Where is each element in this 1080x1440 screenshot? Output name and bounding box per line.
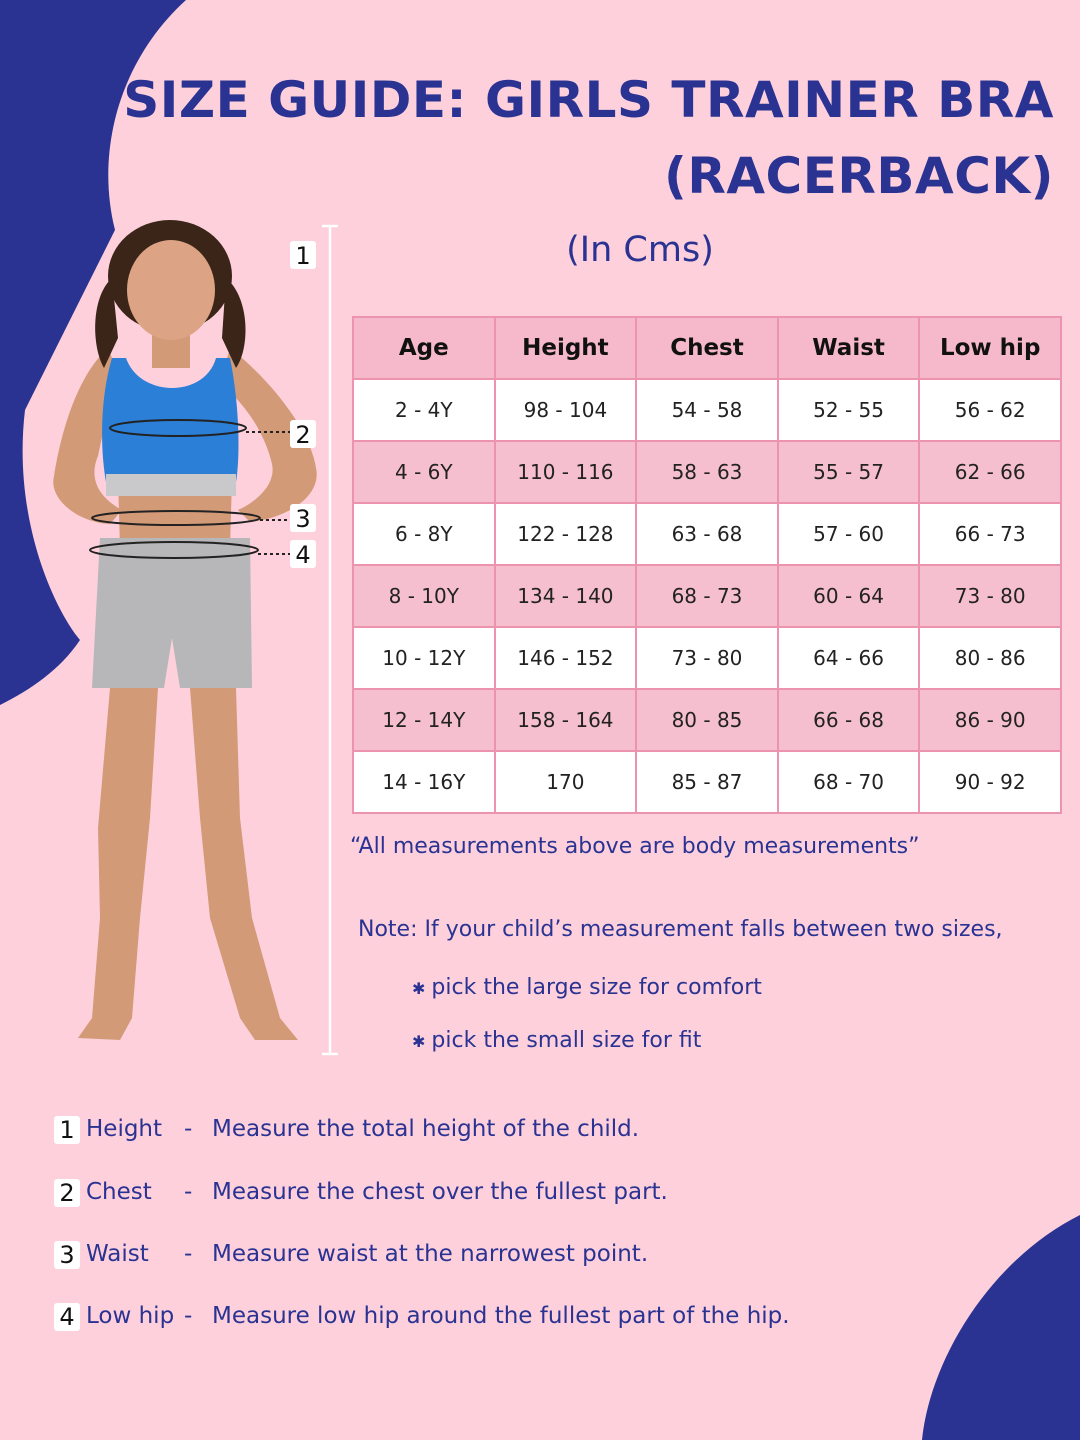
left-leg (78, 688, 158, 1040)
table-row (353, 441, 1061, 503)
cell-age: 14 - 16Y (353, 751, 495, 813)
note-bullet-fit (412, 1028, 701, 1053)
legend-item-waist (54, 1237, 648, 1271)
bottom-right-navy-shape (922, 1215, 1080, 1440)
asterisk-icon: ✱ (412, 979, 426, 998)
cell-low-hip: 66 - 73 (919, 503, 1061, 565)
cell-age: 12 - 14Y (353, 689, 495, 751)
cell-height: 98 - 104 (495, 379, 637, 441)
cell-age: 10 - 12Y (353, 627, 495, 689)
legend-description: Measure low hip around the fullest part of the hip. (212, 1303, 790, 1329)
legend-description: Measure the chest over the fullest part. (212, 1179, 668, 1205)
cell-age: 2 - 4Y (353, 379, 495, 441)
header-chest: Chest (636, 317, 778, 379)
cell-height: 110 - 116 (495, 441, 637, 503)
table-row (353, 689, 1061, 751)
cell-waist: 64 - 66 (778, 627, 920, 689)
legend-item-chest (54, 1175, 668, 1209)
table-row (353, 751, 1061, 813)
marker-3: 3 (295, 505, 311, 533)
cell-waist: 68 - 70 (778, 751, 920, 813)
table-row (353, 379, 1061, 441)
marker-2: 2 (295, 421, 311, 449)
header-waist: Waist (778, 317, 920, 379)
cell-age: 6 - 8Y (353, 503, 495, 565)
table-row (353, 503, 1061, 565)
legend-term: Waist (86, 1241, 149, 1267)
cell-chest: 80 - 85 (636, 689, 778, 751)
legend-number: 4 (54, 1303, 80, 1331)
legend-term: Chest (86, 1179, 152, 1205)
legend-dash: - (184, 1179, 193, 1205)
cell-low-hip: 90 - 92 (919, 751, 1061, 813)
legend-dash: - (184, 1241, 193, 1267)
legend-dash: - (184, 1116, 193, 1142)
note-text: Note: If your child’s measurement falls between two sizes, (358, 917, 1003, 942)
cell-low-hip: 73 - 80 (919, 565, 1061, 627)
cell-height: 158 - 164 (495, 689, 637, 751)
cell-chest: 85 - 87 (636, 751, 778, 813)
note-bullet-text: pick the small size for fit (431, 1028, 702, 1053)
cell-waist: 55 - 57 (778, 441, 920, 503)
measurements-quote: “All measurements above are body measurements” (350, 834, 920, 859)
cell-waist: 60 - 64 (778, 565, 920, 627)
marker-4: 4 (295, 541, 311, 569)
cell-chest: 68 - 73 (636, 565, 778, 627)
table-row (353, 565, 1061, 627)
cell-low-hip: 86 - 90 (919, 689, 1061, 751)
cell-height: 170 (495, 751, 637, 813)
cell-waist: 57 - 60 (778, 503, 920, 565)
table-header-row (353, 317, 1061, 379)
legend-item-height (54, 1112, 639, 1146)
legend-item-low-hip (54, 1299, 790, 1333)
legend-dash: - (184, 1303, 193, 1329)
title-line-2: (RACERBACK) (664, 147, 1054, 205)
cell-chest: 73 - 80 (636, 627, 778, 689)
page-title (123, 62, 1054, 214)
header-height: Height (495, 317, 637, 379)
cell-height: 134 - 140 (495, 565, 637, 627)
legend-number: 2 (54, 1179, 80, 1207)
marker-1: 1 (295, 242, 311, 270)
legend-description: Measure the total height of the child. (212, 1116, 640, 1142)
table-row (353, 627, 1061, 689)
legend-number: 3 (54, 1241, 80, 1269)
cell-age: 4 - 6Y (353, 441, 495, 503)
cell-chest: 58 - 63 (636, 441, 778, 503)
face (127, 240, 215, 340)
shorts (92, 538, 252, 688)
title-line-1: SIZE GUIDE: GIRLS TRAINER BRA (123, 71, 1054, 129)
note-bullet-text: pick the large size for comfort (431, 975, 762, 1000)
cell-waist: 66 - 68 (778, 689, 920, 751)
legend-term: Height (86, 1116, 163, 1142)
asterisk-icon: ✱ (412, 1032, 426, 1051)
cell-low-hip: 80 - 86 (919, 627, 1061, 689)
cell-chest: 63 - 68 (636, 503, 778, 565)
cell-low-hip: 56 - 62 (919, 379, 1061, 441)
legend-number: 1 (54, 1116, 80, 1144)
cell-chest: 54 - 58 (636, 379, 778, 441)
cell-height: 146 - 152 (495, 627, 637, 689)
cell-height: 122 - 128 (495, 503, 637, 565)
sports-bra-band (106, 474, 236, 496)
legend-term: Low hip (86, 1303, 175, 1329)
note-bullet-comfort (412, 975, 762, 1000)
cell-low-hip: 62 - 66 (919, 441, 1061, 503)
cell-age: 8 - 10Y (353, 565, 495, 627)
unit-label: (In Cms) (566, 230, 714, 270)
child-figure-illustration (40, 218, 360, 1063)
right-ponytail (222, 278, 245, 368)
legend-description: Measure waist at the narrowest point. (212, 1241, 649, 1267)
right-leg (190, 688, 298, 1040)
cell-waist: 52 - 55 (778, 379, 920, 441)
header-low-hip: Low hip (919, 317, 1061, 379)
header-age: Age (353, 317, 495, 379)
size-chart-table (352, 316, 1062, 814)
